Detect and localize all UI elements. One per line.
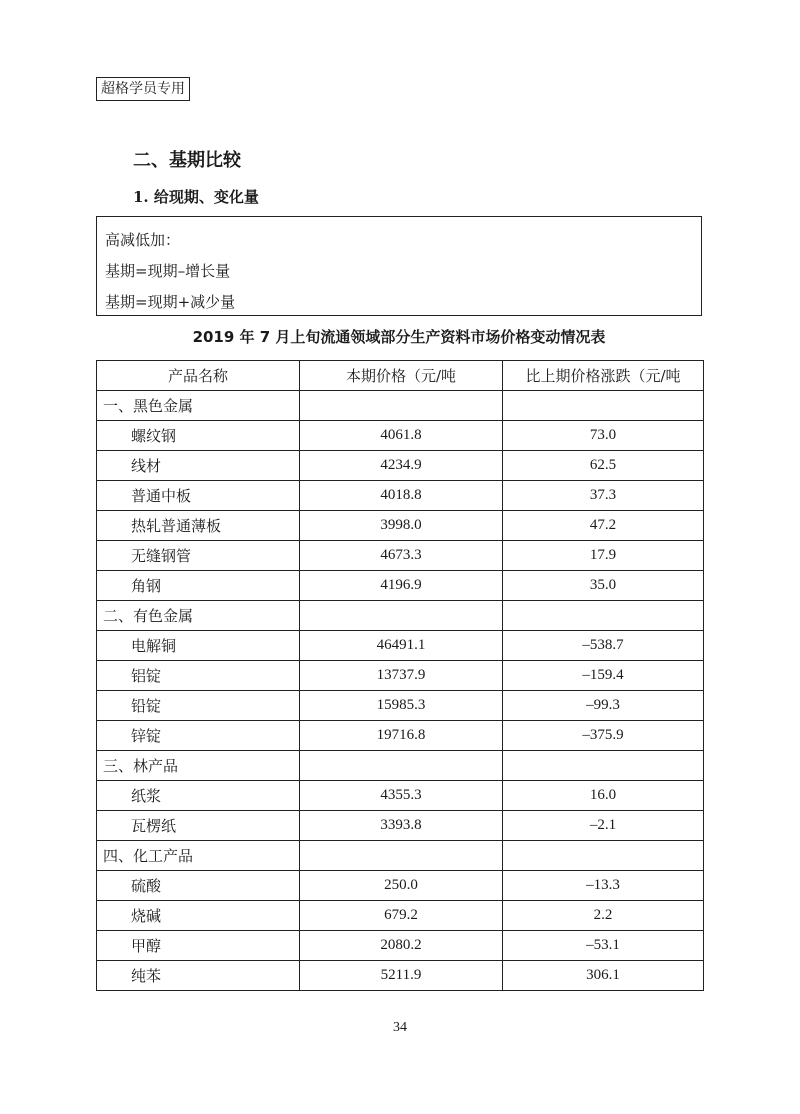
- product-name-cell: 热轧普通薄板: [97, 511, 300, 541]
- current-price-cell: 2080.2: [300, 931, 503, 961]
- price-change-cell: 62.5: [503, 451, 704, 481]
- product-name-cell: 烧碱: [97, 901, 300, 931]
- table-row: [97, 691, 704, 721]
- table-row: [97, 631, 704, 661]
- table-row: [97, 721, 704, 751]
- price-change-cell: –538.7: [503, 631, 704, 661]
- product-name-cell: 甲醇: [97, 931, 300, 961]
- header-tag: 超格学员专用: [96, 77, 190, 101]
- price-change-cell: –2.1: [503, 811, 704, 841]
- current-price-cell: [300, 841, 503, 871]
- price-change-cell: 306.1: [503, 961, 704, 991]
- current-price-cell: 3998.0: [300, 511, 503, 541]
- table-row: [97, 931, 704, 961]
- current-price-cell: 4234.9: [300, 451, 503, 481]
- price-change-cell: 16.0: [503, 781, 704, 811]
- product-name-cell: 纸浆: [97, 781, 300, 811]
- price-change-cell: 2.2: [503, 901, 704, 931]
- product-name-cell: 瓦楞纸: [97, 811, 300, 841]
- current-price-cell: [300, 751, 503, 781]
- current-price-cell: 4355.3: [300, 781, 503, 811]
- product-name-cell: 铅锭: [97, 691, 300, 721]
- table-row: [97, 481, 704, 511]
- product-name-cell: 角钢: [97, 571, 300, 601]
- current-price-cell: 250.0: [300, 871, 503, 901]
- product-name-cell: 线材: [97, 451, 300, 481]
- table-row: [97, 541, 704, 571]
- table-row: [97, 421, 704, 451]
- price-change-cell: –53.1: [503, 931, 704, 961]
- product-name-cell: 螺纹钢: [97, 421, 300, 451]
- table-caption: 2019 年 7 月上旬流通领域部分生产资料市场价格变动情况表: [192, 328, 606, 346]
- price-change-cell: –375.9: [503, 721, 704, 751]
- product-name-cell: 电解铜: [97, 631, 300, 661]
- category-row: [97, 841, 704, 871]
- product-name-cell: 四、化工产品: [97, 841, 300, 871]
- table-row: [97, 901, 704, 931]
- table-row: [97, 451, 704, 481]
- price-change-cell: –99.3: [503, 691, 704, 721]
- formula-line: 基期=现期–增长量: [105, 262, 231, 280]
- product-name-cell: 二、有色金属: [97, 601, 300, 631]
- current-price-cell: 15985.3: [300, 691, 503, 721]
- header-product-name: 产品名称: [97, 361, 300, 391]
- price-change-cell: 35.0: [503, 571, 704, 601]
- formula-line: 基期=现期+减少量: [105, 293, 236, 311]
- price-change-cell: –13.3: [503, 871, 704, 901]
- price-change-cell: [503, 751, 704, 781]
- table-row: [97, 961, 704, 991]
- price-change-cell: 47.2: [503, 511, 704, 541]
- product-name-cell: 一、黑色金属: [97, 391, 300, 421]
- table-header-row: [97, 361, 704, 391]
- product-name-cell: 铝锭: [97, 661, 300, 691]
- product-name-cell: 硫酸: [97, 871, 300, 901]
- current-price-cell: 4196.9: [300, 571, 503, 601]
- current-price-cell: 19716.8: [300, 721, 503, 751]
- table-row: [97, 661, 704, 691]
- subsection-title: 1. 给现期、变化量: [133, 188, 259, 206]
- category-row: [97, 601, 704, 631]
- price-change-cell: –159.4: [503, 661, 704, 691]
- current-price-cell: 4673.3: [300, 541, 503, 571]
- price-change-cell: [503, 841, 704, 871]
- table-row: [97, 511, 704, 541]
- price-change-cell: [503, 391, 704, 421]
- current-price-cell: 4061.8: [300, 421, 503, 451]
- product-name-cell: 无缝钢管: [97, 541, 300, 571]
- current-price-cell: [300, 391, 503, 421]
- table-row: [97, 871, 704, 901]
- table-row: [97, 811, 704, 841]
- price-change-cell: [503, 601, 704, 631]
- formula-line: 高减低加：: [105, 231, 181, 249]
- current-price-cell: 13737.9: [300, 661, 503, 691]
- table-row: [97, 781, 704, 811]
- product-name-cell: 普通中板: [97, 481, 300, 511]
- current-price-cell: 46491.1: [300, 631, 503, 661]
- current-price-cell: 5211.9: [300, 961, 503, 991]
- product-name-cell: 纯苯: [97, 961, 300, 991]
- header-current-price: 本期价格（元/吨: [300, 361, 503, 391]
- header-price-change: 比上期价格涨跌（元/吨: [503, 361, 704, 391]
- category-row: [97, 391, 704, 421]
- current-price-cell: [300, 601, 503, 631]
- page-number: 34: [393, 1020, 407, 1035]
- current-price-cell: 4018.8: [300, 481, 503, 511]
- price-table: [96, 360, 704, 991]
- current-price-cell: 679.2: [300, 901, 503, 931]
- current-price-cell: 3393.8: [300, 811, 503, 841]
- formula-box: [96, 216, 702, 316]
- product-name-cell: 锌锭: [97, 721, 300, 751]
- table-body: [97, 391, 704, 991]
- table-row: [97, 571, 704, 601]
- section-title: 二、基期比较: [133, 150, 241, 171]
- category-row: [97, 751, 704, 781]
- price-change-cell: 17.9: [503, 541, 704, 571]
- price-change-cell: 37.3: [503, 481, 704, 511]
- product-name-cell: 三、林产品: [97, 751, 300, 781]
- price-change-cell: 73.0: [503, 421, 704, 451]
